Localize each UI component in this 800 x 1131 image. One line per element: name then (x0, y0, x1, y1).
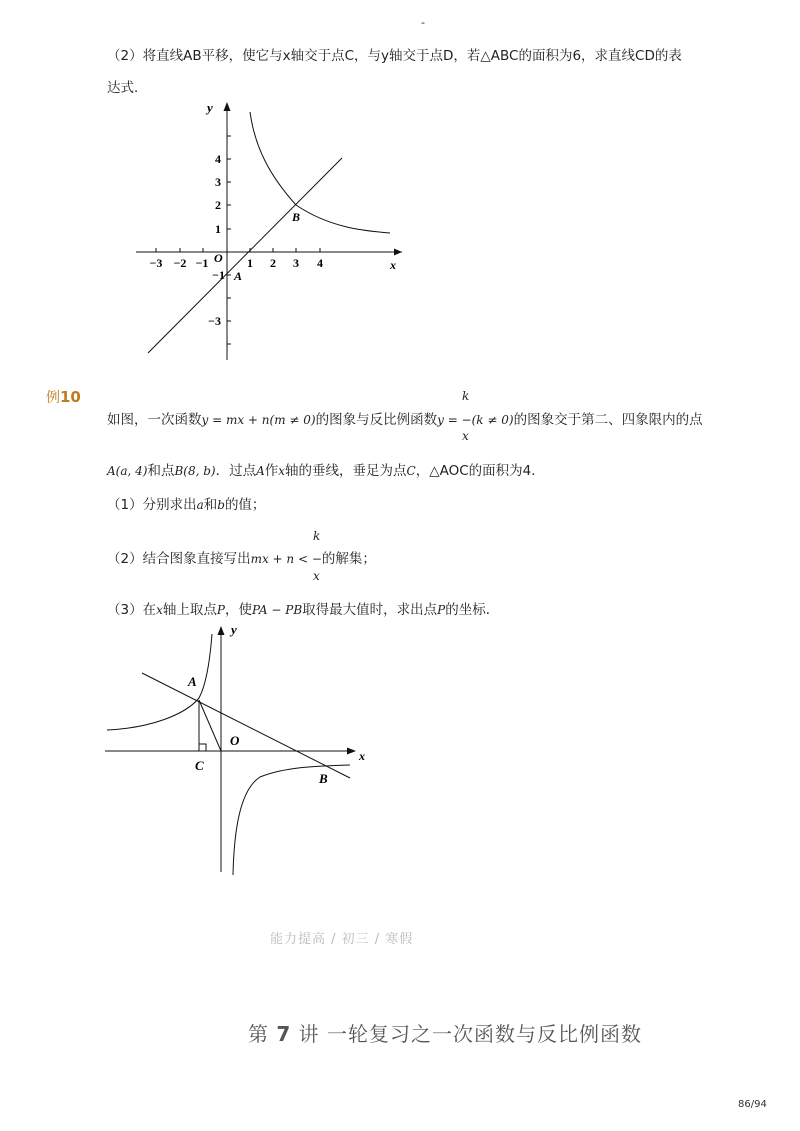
page-number: 86/94 (738, 1099, 767, 1110)
footer-title (248, 1018, 642, 1047)
sub2-inequality: mx + n < − (250, 552, 322, 566)
top-mark: - (421, 16, 425, 29)
sub-question-2 (107, 549, 376, 569)
cond-text-h: 轴的垂线，垂足为点 (285, 463, 407, 479)
sub3-text-i: 的坐标． (445, 602, 500, 618)
graph-1 (130, 98, 410, 366)
hyperbola (250, 112, 390, 233)
question-2-line-1: （2）将直线AB平移，使它与x轴交于点C，与y轴交于点D，若△ABC的面积为6，求直线CD的表 (107, 48, 682, 64)
sub3-text-g: 取得最大值时，求出点 (302, 602, 438, 618)
sub3-text-e: ，使 (224, 602, 252, 618)
example-number: 10 (60, 388, 81, 406)
sub-question-3 (107, 600, 499, 620)
sub1-var-b: b (217, 498, 225, 512)
point-b-coord: B(8, b) (174, 464, 216, 478)
fraction-denominator-1: x (462, 429, 469, 443)
inverse-equation-right: (k ≠ 0) (471, 413, 514, 427)
example-intro-line (107, 410, 703, 430)
origin-label: O (214, 251, 223, 265)
y-tick-label: 4 (215, 152, 221, 166)
point-b-label: B (319, 771, 328, 786)
sub2-text-a: （2）结合图象直接写出 (107, 551, 251, 567)
hyperbola-branch-right (233, 765, 350, 875)
sub1-text-a: （1）分别求出 (107, 497, 197, 513)
x-tick-label: −1 (195, 256, 209, 270)
y-tick-label: 3 (215, 175, 221, 189)
cond-var-x: x (278, 464, 286, 478)
point-a-label: A (234, 269, 243, 283)
x-tick-label: −2 (173, 256, 187, 270)
y-tick-label: −1 (212, 268, 225, 282)
sub3-text-a: （3）在 (107, 602, 157, 618)
x-axis-arrow (394, 249, 402, 256)
point-c-label: C (195, 758, 204, 773)
y-tick-label: 1 (215, 222, 221, 236)
intro-text-a: 如图，一次函数 (107, 412, 202, 428)
point-a-label: A (188, 674, 197, 689)
footer-title-number: 7 (276, 1022, 292, 1046)
y-tick-label: 2 (215, 198, 221, 212)
sub-question-1 (107, 495, 265, 515)
x-tick-label: 2 (270, 256, 276, 270)
example-condition-line (107, 461, 545, 481)
sub3-expression: PA − PB (251, 603, 303, 617)
y-tick-label: −3 (208, 314, 221, 328)
intro-text-b: 的图象与反比例函数 (315, 412, 438, 428)
cond-var-a: A (256, 464, 265, 478)
sub1-var-a: a (196, 498, 204, 512)
origin-label: O (230, 733, 240, 748)
linear-equation: y = mx + n(m ≠ 0) (201, 413, 316, 427)
line-ab (142, 673, 350, 778)
x-axis-label: x (359, 749, 365, 763)
x-tick-label: 4 (317, 256, 323, 270)
y-axis-label: y (207, 100, 213, 115)
sub1-text-e: 的值； (224, 497, 266, 513)
sub3-var-p: P (216, 603, 225, 617)
y-axis-label: y (231, 622, 237, 637)
sub3-text-c: 轴上取点 (162, 602, 217, 618)
fraction-numerator-2: k (313, 529, 321, 543)
cond-text-d: ．过点 (215, 463, 257, 479)
cond-var-c: C (406, 464, 416, 478)
question-2-line-2: 达式． (107, 80, 148, 96)
fraction-numerator-1: k (462, 389, 470, 403)
example-label (46, 387, 81, 407)
point-a-coord: A(a, 4) (107, 464, 148, 478)
fraction-denominator-2: x (313, 569, 320, 583)
y-axis-arrow (224, 102, 231, 111)
footer-subtitle: 能力提高 / 初三 / 寒假 (270, 932, 414, 947)
sub3-var-p2: P (437, 603, 446, 617)
sub1-text-c: 和 (203, 497, 218, 513)
sub2-text-b: 的解集； (321, 551, 376, 567)
x-axis-arrow (347, 748, 356, 755)
right-angle-mark (199, 744, 206, 751)
inverse-equation-left: y = − (437, 413, 472, 427)
intro-text-c: 的图象交于第二、四象限内的点 (513, 412, 703, 428)
cond-text-j: ，△AOC的面积为4． (415, 463, 545, 479)
cond-text-b: 和点 (147, 463, 175, 479)
graph-2 (100, 620, 380, 882)
example-prefix: 例 (46, 390, 60, 406)
footer-title-b: 讲 一轮复习之一次函数与反比例函数 (298, 1022, 642, 1046)
sub3-var-x: x (156, 603, 163, 617)
x-tick-label: 1 (247, 256, 253, 270)
cond-text-f: 作 (264, 463, 279, 479)
y-axis-arrow (218, 626, 225, 635)
footer-title-a: 第 (248, 1022, 269, 1046)
x-tick-label: −3 (149, 256, 163, 270)
x-axis-label: x (390, 258, 396, 272)
x-tick-label: 3 (293, 256, 299, 270)
point-b-label: B (292, 210, 301, 224)
